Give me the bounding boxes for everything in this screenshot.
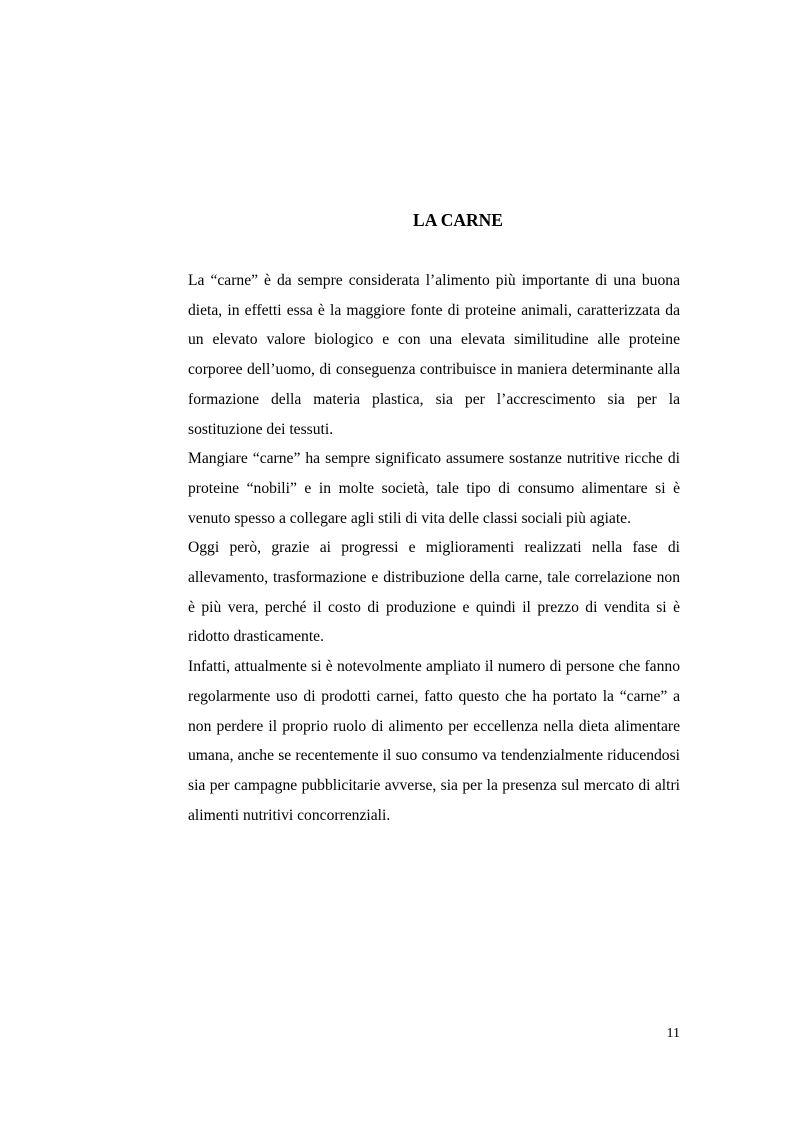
body-text xyxy=(188,266,680,830)
paragraph-history: Mangiare “carne” ha sempre significato assumere sostanze nutritive ricche di proteine “nobili” e in molte società, tale tipo di consumo alimentare si è venuto spesso a collegare agli stili di vita delle classi sociali più agiate. xyxy=(188,450,680,527)
page-number: 11 xyxy=(666,1026,680,1041)
paragraph-consumption: Infatti, attualmente si è notevolmente ampliato il numero di persone che fanno regolarmente uso di prodotti carnei, fatto questo che ha portato la “carne” a non perdere il proprio ruolo di alimento per eccellenza nella dieta alimentare umana, anche se recentemente il suo consumo va tendenzialmente riducendosi sia per campagne pubblicitarie avverse, sia per la presenza sul mercato di altri alimenti nutritivi concorrenziali. xyxy=(188,658,680,824)
page-title: LA CARNE xyxy=(413,210,503,230)
paragraph-today: Oggi però, grazie ai progressi e miglioramenti realizzati nella fase di allevamento, trasformazione e distribuzione della carne, tale correlazione non è più vera, perché il costo di produzione e quindi il prezzo di vendita si è ridotto drasticamente. xyxy=(188,539,680,646)
paragraph-intro: La “carne” è da sempre considerata l’alimento più importante di una buona dieta, in effetti essa è la maggiore fonte di proteine animali, caratterizzata da un elevato valore biologico e con una elevata similitudine alle proteine corporee dell’uomo, di conseguenza contribuisce in maniera determinante alla formazione della materia plastica, sia per l’accrescimento sia per la sostituzione dei tessuti. xyxy=(188,272,680,438)
